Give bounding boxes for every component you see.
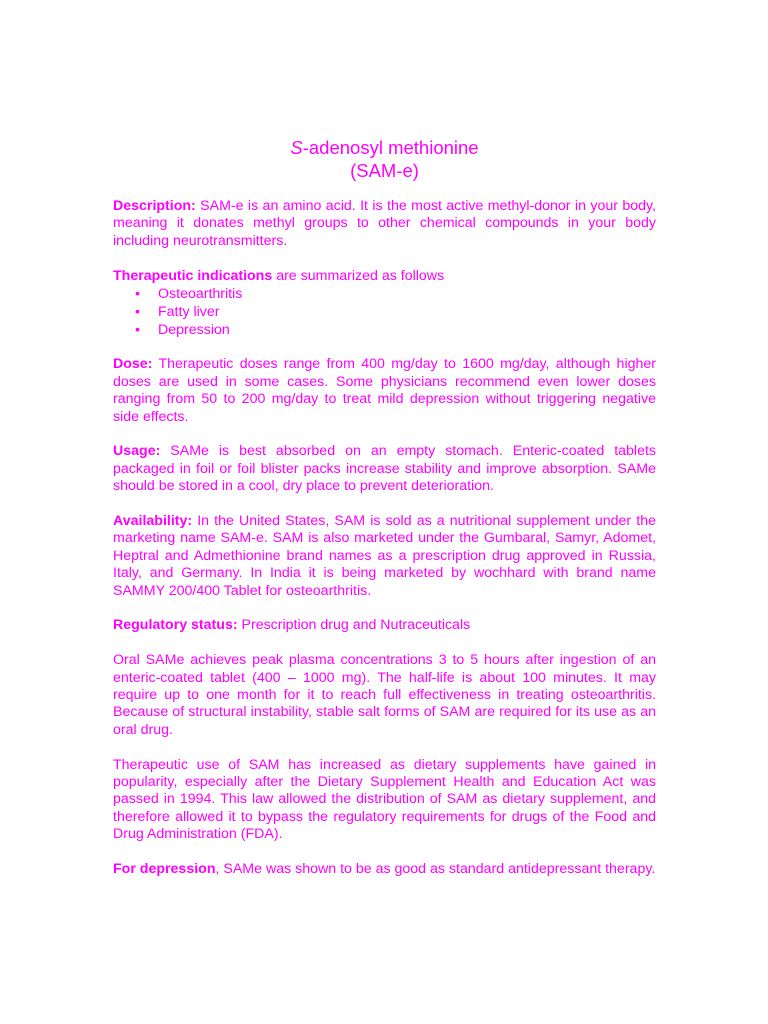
indications-list	[113, 285, 656, 339]
bullet-icon: •	[135, 322, 140, 339]
regulatory-paragraph	[113, 617, 656, 634]
usage-label: Usage:	[113, 443, 161, 460]
depression-paragraph	[113, 861, 656, 878]
document-title	[113, 136, 656, 182]
title-abbreviation: (SAM-e)	[350, 160, 419, 181]
list-item	[113, 303, 656, 321]
regulatory-label: Regulatory status:	[113, 617, 238, 634]
regulatory-text: Prescription drug and Nutraceuticals	[237, 617, 471, 634]
availability-text: In the United States, SAM is sold as a nutritional supplement under the marketing name SAM-e. SAM is also marketed under the Gumbaral, Samyr, Adomet, Heptral and Admethionine brand names as a prescription drug approved in Russia, Italy, and Germany. In India it is being marketed by wochhard with brand name SAMMY 200/400 Tablet for osteoarthritis.	[113, 513, 656, 599]
dose-text: Therapeutic doses range from 400 mg/day to 1600 mg/day, although higher doses are used in some cases. Some physicians recommend even lower doses ranging from 50 to 200 mg/day to treat mild depression without triggering negative side effects.	[113, 356, 656, 425]
description-text: SAM-e is an amino acid. It is the most active methyl-donor in your body, meaning it donates methyl groups to other chemical compounds in your body including neurotransmitters.	[113, 198, 656, 249]
therapeutic-text: are summarized as follows	[272, 267, 445, 284]
usage-paragraph	[113, 443, 656, 495]
list-item	[113, 321, 656, 339]
therapeutic-label: Therapeutic indications	[113, 267, 273, 284]
dose-label: Dose:	[113, 356, 153, 373]
bullet-icon: •	[135, 286, 140, 303]
bullet-icon: •	[135, 304, 140, 321]
depression-text: , SAMe was shown to be as good as standard antidepressant therapy.	[215, 861, 656, 878]
therapeutic-indications-section	[113, 268, 656, 339]
dose-paragraph	[113, 356, 656, 426]
description-label: Description:	[113, 198, 196, 214]
list-item	[113, 285, 656, 303]
therapeutic-use-paragraph: Therapeutic use of SAM has increased as dietary supplements have gained in popularity, especially after the Dietary Supplement Health and Education Act was passed in 1994. This law allowed the distribution of SAM as dietary supplement, and therefore allowed it to bypass the regulatory requirements for drugs of the Food and Drug Administration (FDA).	[113, 756, 656, 843]
therapeutic-intro	[113, 268, 656, 285]
title-italic-prefix: S	[290, 137, 303, 158]
oral-same-paragraph: Oral SAMe achieves peak plasma concentrations 3 to 5 hours after ingestion of an enteric-coated tablet (400 – 1000 mg). The half-life is about 100 minutes. It may require up to one month for it to reach full effectiveness in treating osteoarthritis. Because of structural instability, stable salt forms of SAM are required for its use as an oral drug.	[113, 652, 656, 738]
depression-label: For depression	[113, 861, 216, 878]
description-paragraph	[113, 198, 656, 250]
availability-label: Availability:	[113, 513, 193, 530]
document-page	[113, 136, 656, 896]
title-line-main	[113, 136, 656, 159]
indication-text: Depression	[158, 322, 230, 339]
availability-paragraph	[113, 513, 656, 600]
title-main-text: -adenosyl methionine	[302, 137, 479, 158]
indication-text: Osteoarthritis	[158, 286, 243, 303]
usage-text: SAMe is best absorbed on an empty stomach. Enteric-coated tablets packaged in foil or foil blister packs increase stability and improve absorption. SAMe should be stored in a cool, dry place to prevent deterioration.	[113, 443, 656, 495]
indication-text: Fatty liver	[158, 304, 220, 321]
